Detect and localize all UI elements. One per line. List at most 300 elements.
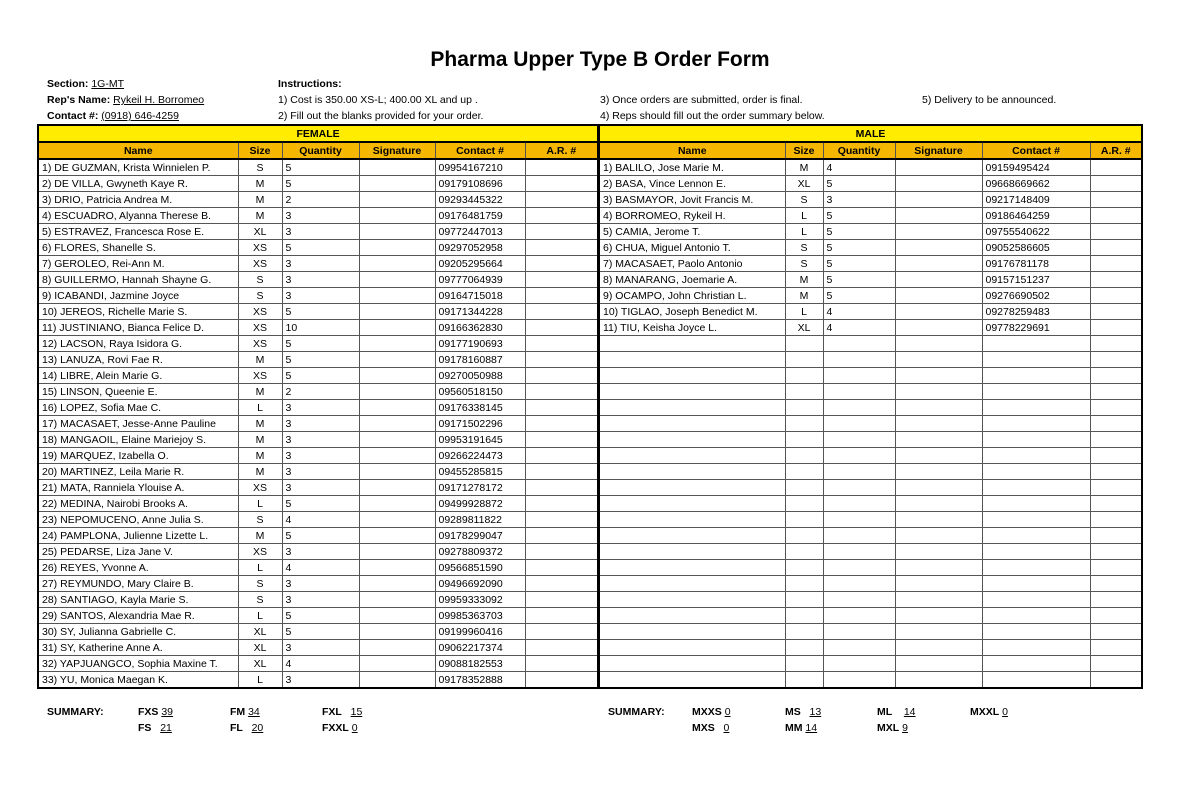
table-row [599,208,1142,224]
size-cell: M [785,272,823,288]
table-row [599,272,1142,288]
contact-cell [982,368,1090,384]
size-cell: M [238,208,282,224]
table-row [38,288,598,304]
ar-cell [1090,464,1142,480]
size-cell: XS [238,240,282,256]
signature-cell [359,544,435,560]
instruction-2: 2) Fill out the blanks provided for your order. [278,110,484,122]
member-name: BORROMEO, Rykeil H. [615,209,726,222]
ar-cell [525,336,598,352]
quantity-cell [823,576,895,592]
ar-cell [525,544,598,560]
name-cell [38,352,238,368]
female-section-header: FEMALE [38,125,598,142]
name-cell [38,672,238,689]
rep-value: Rykeil H. Borromeo [113,94,205,106]
size-cell [785,496,823,512]
signature-cell [895,159,982,176]
name-cell [38,368,238,384]
col-contact: Contact # [435,142,525,159]
summary-fs: FS 21 [138,722,172,734]
member-name: ESTRAVEZ, Francesca Rose E. [54,225,205,238]
size-cell [785,336,823,352]
size-cell: S [785,192,823,208]
ar-cell [1090,336,1142,352]
col-size: Size [785,142,823,159]
size-cell: M [238,432,282,448]
contact-cell: 09953191645 [435,432,525,448]
signature-cell [359,240,435,256]
table-row [38,496,598,512]
size-cell: M [238,384,282,400]
contact-cell: 09186464259 [982,208,1090,224]
signature-cell [895,576,982,592]
col-contact: Contact # [982,142,1090,159]
ar-cell [525,448,598,464]
signature-cell [359,288,435,304]
size-cell: M [238,416,282,432]
row-number: 2) [603,177,613,190]
signature-cell [895,656,982,672]
quantity-cell [823,336,895,352]
size-cell [785,576,823,592]
quantity-cell: 5 [282,304,359,320]
quantity-cell: 5 [282,624,359,640]
size-cell: S [238,272,282,288]
ar-cell [1090,672,1142,689]
signature-cell [895,640,982,656]
signature-cell [359,672,435,689]
name-cell [599,560,785,576]
signature-cell [359,336,435,352]
contact-cell [982,496,1090,512]
member-name: MANGAOIL, Elaine Mariejoy S. [60,433,206,446]
row-number: 9) [603,289,613,302]
ar-cell [1090,384,1142,400]
col-quantity: Quantity [282,142,359,159]
table-row [38,464,598,480]
quantity-cell: 3 [282,272,359,288]
ar-cell [525,496,598,512]
member-name: ESCUADRO, Alyanna Therese B. [54,209,212,222]
member-name: PAMPLONA, Julienne Lizette L. [60,529,209,542]
contact-cell: 09668669662 [982,176,1090,192]
member-name: GEROLEO, Rei-Ann M. [54,257,165,270]
ar-cell [1090,560,1142,576]
quantity-cell: 5 [823,208,895,224]
size-cell: XL [785,320,823,336]
quantity-cell: 2 [282,192,359,208]
row-number: 4) [603,209,613,222]
female-summary-label: SUMMARY: [47,706,104,718]
size-cell [785,656,823,672]
quantity-cell: 3 [282,640,359,656]
name-cell [38,640,238,656]
quantity-cell [823,640,895,656]
contact-cell: 09985363703 [435,608,525,624]
member-name: PEDARSE, Liza Jane V. [60,545,173,558]
table-row [599,224,1142,240]
name-cell [38,496,238,512]
table-row [599,672,1142,689]
quantity-cell: 5 [823,256,895,272]
male-summary-label: SUMMARY: [608,706,665,718]
quantity-cell [823,656,895,672]
contact-cell: 09954167210 [435,159,525,176]
row-number: 10) [42,305,58,318]
table-row [599,176,1142,192]
size-cell: XS [238,336,282,352]
signature-cell [359,640,435,656]
signature-cell [359,496,435,512]
row-number: 20) [42,465,58,478]
name-cell [599,448,785,464]
signature-cell [359,592,435,608]
ar-cell [1090,640,1142,656]
member-name: BASMAYOR, Jovit Francis M. [615,193,754,206]
ar-cell [525,176,598,192]
section-label: Section: [47,78,89,90]
quantity-cell: 5 [282,240,359,256]
name-cell [599,368,785,384]
ar-cell [1090,208,1142,224]
name-cell [38,560,238,576]
name-cell [38,240,238,256]
contact-cell: 09455285815 [435,464,525,480]
contact-cell: 09499928872 [435,496,525,512]
name-cell [599,240,785,256]
contact-cell [982,464,1090,480]
quantity-cell: 3 [823,192,895,208]
quantity-cell: 4 [823,304,895,320]
signature-cell [359,320,435,336]
size-cell: M [238,192,282,208]
row-number: 13) [42,353,58,366]
contact-cell: 09178352888 [435,672,525,689]
member-name: YAPJUANGCO, Sophia Maxine T. [59,657,218,670]
signature-cell [895,592,982,608]
contact-cell [982,528,1090,544]
member-name: LOPEZ, Sofia Mae C. [60,401,162,414]
contact-cell [982,640,1090,656]
row-number: 6) [42,241,52,254]
size-cell [785,624,823,640]
quantity-cell: 5 [282,159,359,176]
name-cell [38,416,238,432]
member-name: BALILO, Jose Marie M. [615,161,724,174]
male-section-header: MALE [599,125,1142,142]
signature-cell [895,624,982,640]
contact-line [47,108,179,124]
table-row [599,368,1142,384]
quantity-cell [823,432,895,448]
row-number: 5) [603,225,613,238]
table-row [599,608,1142,624]
quantity-cell: 3 [282,288,359,304]
quantity-cell: 3 [282,256,359,272]
quantity-cell: 4 [282,560,359,576]
row-number: 21) [42,481,58,494]
signature-cell [895,672,982,689]
ar-cell [525,320,598,336]
size-cell [785,368,823,384]
row-number: 3) [42,193,52,206]
table-row [38,272,598,288]
quantity-cell: 3 [282,576,359,592]
ar-cell [525,256,598,272]
member-name: LANUZA, Rovi Fae R. [60,353,163,366]
size-cell [785,544,823,560]
quantity-cell: 3 [282,208,359,224]
ar-cell [525,672,598,689]
signature-cell [895,304,982,320]
size-cell [785,416,823,432]
ar-cell [1090,320,1142,336]
col-quantity: Quantity [823,142,895,159]
name-cell [599,624,785,640]
instruction-1: 1) Cost is 350.00 XS-L; 400.00 XL and up . [278,94,478,106]
contact-cell: 09777064939 [435,272,525,288]
table-row [38,176,598,192]
member-name: MARQUEZ, Izabella O. [60,449,169,462]
ar-cell [525,384,598,400]
row-number: 17) [42,417,58,430]
row-number: 22) [42,497,58,510]
table-row [599,560,1142,576]
row-number: 8) [42,273,52,286]
size-cell: S [238,592,282,608]
table-row [599,496,1142,512]
table-row [38,192,598,208]
signature-cell [895,192,982,208]
quantity-cell [823,368,895,384]
contact-cell: 09276690502 [982,288,1090,304]
ar-cell [1090,448,1142,464]
quantity-cell [823,592,895,608]
ar-cell [525,400,598,416]
quantity-cell: 2 [282,384,359,400]
ar-cell [525,608,598,624]
table-row [38,640,598,656]
contact-cell: 09176781178 [982,256,1090,272]
table-row [38,224,598,240]
member-name: MATA, Ranniela Ylouise A. [60,481,185,494]
row-number: 6) [603,241,613,254]
row-number: 29) [42,609,58,622]
ar-cell [1090,176,1142,192]
signature-cell [895,240,982,256]
quantity-cell: 5 [282,496,359,512]
contact-label: Contact #: [47,110,99,122]
contact-cell: 09297052958 [435,240,525,256]
size-cell: M [785,288,823,304]
name-cell [38,432,238,448]
quantity-cell: 3 [282,416,359,432]
row-number: 16) [42,401,58,414]
member-name: SANTOS, Alexandria Mae R. [60,609,195,622]
quantity-cell: 5 [823,240,895,256]
instruction-5: 5) Delivery to be announced. [922,94,1057,106]
name-cell [38,592,238,608]
table-row [38,560,598,576]
name-cell [599,544,785,560]
member-name: DE VILLA, Gwyneth Kaye R. [54,177,188,190]
row-number: 25) [42,545,58,558]
name-cell [599,416,785,432]
name-cell [599,208,785,224]
summary-fl: FL 20 [230,722,264,734]
contact-cell: 09959333092 [435,592,525,608]
ar-cell [1090,624,1142,640]
table-row [38,384,598,400]
row-number: 14) [42,369,58,382]
size-cell [785,512,823,528]
member-name: YU, Monica Maegan K. [59,673,168,686]
signature-cell [895,496,982,512]
name-cell [38,304,238,320]
member-name: MACASAET, Paolo Antonio [615,257,743,270]
name-cell [599,512,785,528]
row-number: 18) [42,433,58,446]
signature-cell [359,159,435,176]
contact-cell [982,544,1090,560]
quantity-cell: 3 [282,544,359,560]
quantity-cell [823,560,895,576]
signature-cell [359,384,435,400]
ar-cell [1090,288,1142,304]
row-number: 30) [42,625,58,638]
summary-mm: MM 14 [785,722,818,734]
quantity-cell [823,528,895,544]
signature-cell [895,512,982,528]
contact-cell [982,432,1090,448]
size-cell: L [238,496,282,512]
contact-cell: 09176338145 [435,400,525,416]
contact-cell [982,480,1090,496]
member-name: REYMUNDO, Mary Claire B. [60,577,194,590]
ar-cell [525,480,598,496]
member-name: SY, Julianna Gabrielle C. [60,625,177,638]
table-row [38,256,598,272]
row-number: 15) [42,385,58,398]
ar-cell [1090,416,1142,432]
size-cell [785,384,823,400]
size-cell [785,640,823,656]
table-row [38,432,598,448]
name-cell [599,496,785,512]
size-cell: M [238,448,282,464]
signature-cell [359,464,435,480]
contact-cell [982,512,1090,528]
rep-line [47,92,204,108]
signature-cell [359,576,435,592]
name-cell [38,624,238,640]
summary-mxl: MXL 9 [877,722,908,734]
ar-cell [525,432,598,448]
contact-cell [982,624,1090,640]
name-cell [599,272,785,288]
member-name: MANARANG, Joemarie A. [615,273,738,286]
contact-cell: 09088182553 [435,656,525,672]
quantity-cell [823,672,895,689]
signature-cell [895,528,982,544]
member-name: JEREOS, Richelle Marie S. [60,305,188,318]
table-row [38,528,598,544]
name-cell [38,320,238,336]
name-cell [38,608,238,624]
summary-fm: FM 34 [230,706,260,718]
signature-cell [895,432,982,448]
name-cell [599,480,785,496]
name-cell [38,256,238,272]
ar-cell [525,576,598,592]
table-row [38,240,598,256]
row-number: 11) [42,321,57,334]
table-row [38,416,598,432]
name-cell [599,352,785,368]
table-row [38,304,598,320]
ar-cell [525,240,598,256]
ar-cell [1090,192,1142,208]
ar-cell [1090,528,1142,544]
name-cell [599,576,785,592]
size-cell: XL [238,640,282,656]
contact-cell: 09157151237 [982,272,1090,288]
ar-cell [1090,608,1142,624]
signature-cell [895,608,982,624]
name-cell [38,176,238,192]
row-number: 10) [603,305,619,318]
ar-cell [1090,480,1142,496]
contact-cell: 09171344228 [435,304,525,320]
contact-cell: 09062217374 [435,640,525,656]
signature-cell [359,176,435,192]
contact-cell [982,352,1090,368]
ar-cell [525,624,598,640]
ar-cell [525,352,598,368]
summary-fxl: FXL 15 [322,706,363,718]
signature-cell [895,400,982,416]
ar-cell [1090,496,1142,512]
row-number: 2) [42,177,52,190]
quantity-cell: 3 [282,432,359,448]
size-cell: M [238,528,282,544]
member-name: DRIO, Patricia Andrea M. [54,193,173,206]
size-cell: L [238,560,282,576]
member-name: GUILLERMO, Hannah Shayne G. [54,273,212,286]
quantity-cell [823,544,895,560]
table-row [38,480,598,496]
instruction-3: 3) Once orders are submitted, order is final. [600,94,803,106]
table-row [599,400,1142,416]
name-cell [599,528,785,544]
row-number: 28) [42,593,58,606]
quantity-cell: 5 [823,288,895,304]
quantity-cell: 5 [282,528,359,544]
table-row [599,592,1142,608]
size-cell: M [238,464,282,480]
contact-cell: 09052586605 [982,240,1090,256]
table-row [38,159,598,176]
name-cell [599,159,785,176]
quantity-cell: 5 [282,608,359,624]
contact-cell [982,592,1090,608]
size-cell [785,432,823,448]
size-cell [785,592,823,608]
name-cell [599,400,785,416]
signature-cell [895,288,982,304]
